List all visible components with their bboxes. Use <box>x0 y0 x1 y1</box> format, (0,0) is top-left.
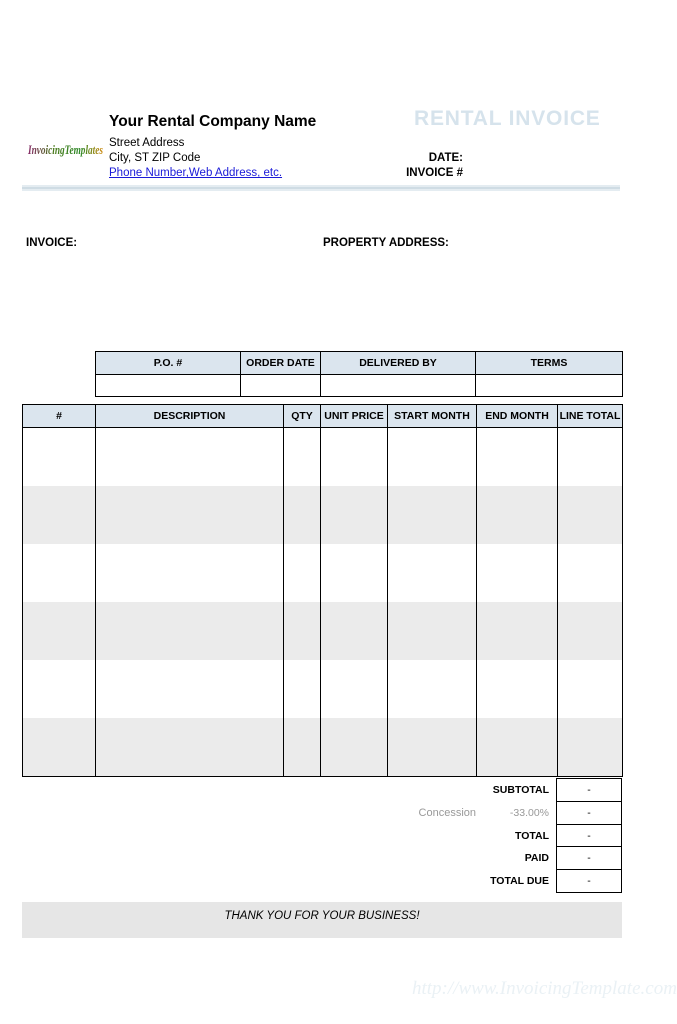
qty-cell[interactable] <box>284 486 321 544</box>
end-month-cell[interactable] <box>477 718 558 777</box>
item-number-cell[interactable] <box>23 718 96 777</box>
line-total-cell[interactable] <box>558 544 623 602</box>
document-title: RENTAL INVOICE <box>414 107 601 130</box>
svg-text:InvoicingTemplates: InvoicingTemplates <box>27 142 104 157</box>
start-month-cell[interactable] <box>388 602 477 660</box>
header-divider <box>22 184 620 192</box>
contact-link[interactable]: Phone Number,Web Address, etc. <box>109 167 283 179</box>
order-date-cell[interactable] <box>241 375 321 397</box>
table-row <box>23 486 623 544</box>
table-row <box>23 428 623 487</box>
unit-price-cell[interactable] <box>321 718 388 777</box>
paid-label: PAID <box>524 852 549 864</box>
total-label: TOTAL <box>514 830 549 842</box>
date-label: DATE: <box>428 152 463 164</box>
table-row <box>23 660 623 718</box>
total-due-value[interactable]: - <box>556 869 622 893</box>
delivered-by-cell[interactable] <box>321 375 476 397</box>
end-month-cell[interactable] <box>477 660 558 718</box>
thank-you-text: THANK YOU FOR YOUR BUSINESS! <box>224 910 420 922</box>
description-cell[interactable] <box>96 544 284 602</box>
order-info-header <box>96 352 623 375</box>
start-month-cell[interactable] <box>388 544 477 602</box>
unit-price-cell[interactable] <box>321 544 388 602</box>
company-name: Your Rental Company Name <box>109 113 317 130</box>
description-cell[interactable] <box>96 660 284 718</box>
delivered-by-header: DELIVERED BY <box>321 352 476 375</box>
start-month-cell[interactable] <box>388 486 477 544</box>
logo-graphic <box>28 132 104 166</box>
total-value[interactable]: - <box>556 824 622 848</box>
paid-value[interactable]: - <box>556 846 622 870</box>
order-info-table <box>95 351 623 397</box>
line-total-header: LINE TOTAL <box>558 405 623 428</box>
start-month-header: START MONTH <box>388 405 477 428</box>
description-cell[interactable] <box>96 602 284 660</box>
unit-price-cell[interactable] <box>321 602 388 660</box>
terms-header: TERMS <box>476 352 623 375</box>
start-month-cell[interactable] <box>388 660 477 718</box>
subtotal-label: SUBTOTAL <box>492 784 549 796</box>
item-number-cell[interactable] <box>23 602 96 660</box>
invoice-to-label: INVOICE: <box>26 237 78 249</box>
terms-cell[interactable] <box>476 375 623 397</box>
qty-cell[interactable] <box>284 660 321 718</box>
unit-price-cell[interactable] <box>321 428 388 487</box>
order-date-header: ORDER DATE <box>241 352 321 375</box>
table-row <box>23 544 623 602</box>
start-month-cell[interactable] <box>388 428 477 487</box>
line-total-cell[interactable] <box>558 718 623 777</box>
table-row <box>23 602 623 660</box>
line-total-cell[interactable] <box>558 428 623 487</box>
qty-cell[interactable] <box>284 544 321 602</box>
line-total-cell[interactable] <box>558 602 623 660</box>
item-number-cell[interactable] <box>23 660 96 718</box>
end-month-cell[interactable] <box>477 486 558 544</box>
concession-value[interactable]: - <box>556 801 622 825</box>
order-info-values <box>96 375 623 397</box>
po-number-cell[interactable] <box>96 375 241 397</box>
concession-rate[interactable]: -33.00% <box>509 807 549 819</box>
end-month-cell[interactable] <box>477 544 558 602</box>
po-number-header: P.O. # <box>96 352 241 375</box>
thank-you-banner <box>22 902 622 938</box>
unit-price-cell[interactable] <box>321 486 388 544</box>
qty-cell[interactable] <box>284 428 321 487</box>
line-items-header <box>23 405 623 428</box>
qty-cell[interactable] <box>284 602 321 660</box>
total-due-label: TOTAL DUE <box>490 875 549 887</box>
table-row <box>23 718 623 777</box>
unit-price-header: UNIT PRICE <box>321 405 388 428</box>
line-total-cell[interactable] <box>558 660 623 718</box>
line-total-cell[interactable] <box>558 486 623 544</box>
item-number-cell[interactable] <box>23 428 96 487</box>
subtotal-value[interactable]: - <box>556 778 622 802</box>
watermark: http://www.InvoicingTemplate.com <box>412 978 677 999</box>
qty-header: QTY <box>284 405 321 428</box>
end-month-header: END MONTH <box>477 405 558 428</box>
description-cell[interactable] <box>96 718 284 777</box>
street-address: Street Address <box>109 137 185 149</box>
end-month-cell[interactable] <box>477 602 558 660</box>
qty-cell[interactable] <box>284 718 321 777</box>
end-month-cell[interactable] <box>477 428 558 487</box>
company-logo <box>28 132 104 166</box>
item-number-cell[interactable] <box>23 544 96 602</box>
description-header: DESCRIPTION <box>96 405 284 428</box>
line-items-table <box>22 404 623 777</box>
concession-label: Concession <box>418 807 476 819</box>
description-cell[interactable] <box>96 428 284 487</box>
city-state-zip: City, ST ZIP Code <box>109 152 201 164</box>
item-number-cell[interactable] <box>23 486 96 544</box>
property-address-label: PROPERTY ADDRESS: <box>323 237 449 249</box>
item-number-header: # <box>23 405 96 428</box>
invoice-number-label: INVOICE # <box>406 167 463 179</box>
start-month-cell[interactable] <box>388 718 477 777</box>
description-cell[interactable] <box>96 486 284 544</box>
unit-price-cell[interactable] <box>321 660 388 718</box>
